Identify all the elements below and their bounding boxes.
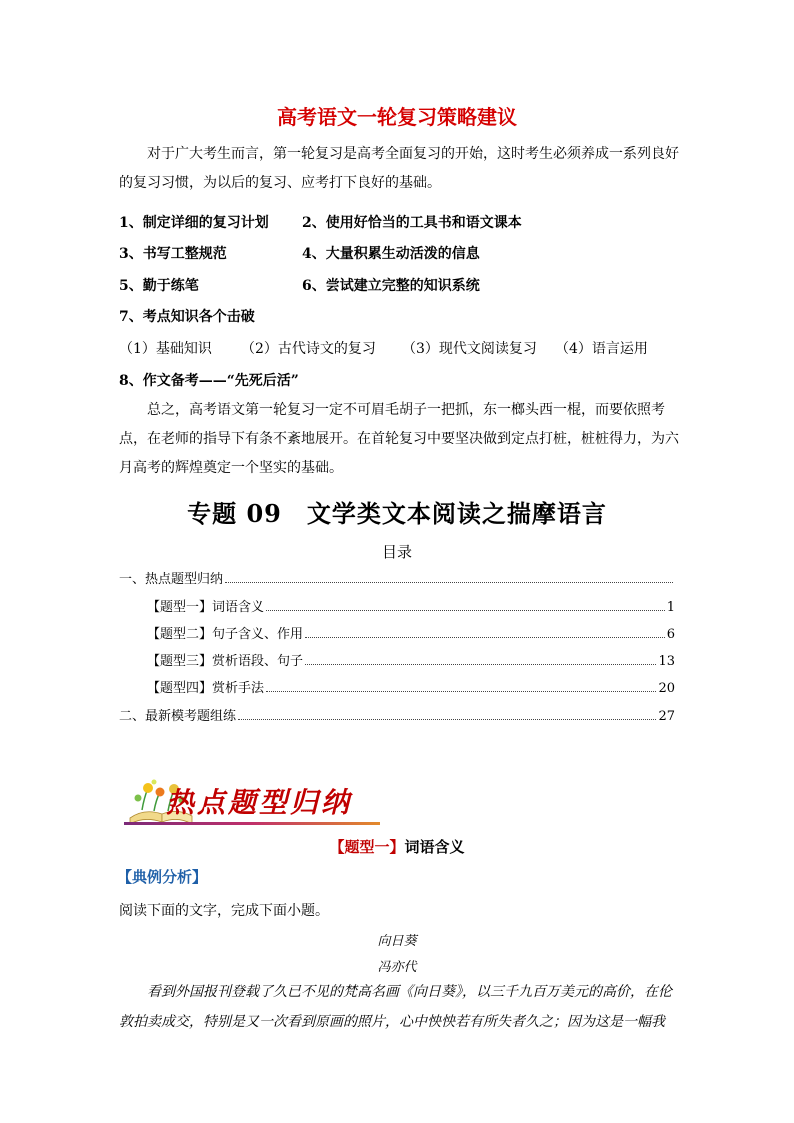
tip-6: 6、尝试建立完整的知识系统 [302,278,480,294]
reading-instruction: 阅读下面的文字，完成下面小题。 [119,903,329,919]
tip-1: 1、制定详细的复习计划 [119,215,269,231]
toc-entry-page: 20 [658,681,675,696]
toc-entry[interactable] [119,569,675,587]
topic-title: 专题 09 文学类文本阅读之揣摩语言 [187,499,607,528]
summary-text: 总之，高考语文第一轮复习一定不可眉毛胡子一把抓，东一榔头西一棍，而要依照考点，在老师的指导下有条不紊地展开。在首轮复习中要坚决做到定点打桩，桩桩得力，为六月高考的辉煌奠定一个坚实的基础。 [119,402,679,476]
tip-5: 5、勤于练笔 [119,278,199,294]
passage-body [119,977,679,1037]
toc-entry[interactable] [147,624,675,642]
sub-item-2: （2）古代诗文的复习 [241,341,376,357]
toc-entry-page: 13 [658,654,675,669]
toc-entry-label: 【题型三】赏析语段、句子 [147,654,304,669]
toc-leader [305,664,656,665]
toc-entry[interactable] [147,651,675,669]
toc-entry-page: 27 [658,709,675,724]
banner-underline [124,822,380,825]
toc-leader [305,637,665,638]
toc-leader [266,610,665,611]
sub-item-4: （4）语言运用 [555,341,648,357]
passage-title: 向日葵 [377,934,417,949]
toc-entry[interactable] [119,706,675,724]
toc-entry-label: 一、热点题型归纳 [119,572,224,587]
tip-4: 4、大量积累生动活泼的信息 [302,246,480,262]
sub-item-1: （1）基础知识 [119,341,212,357]
sub-item-3: （3）现代文阅读复习 [402,341,537,357]
tip-7: 7、考点知识各个击破 [119,309,255,325]
toc-entry[interactable] [147,678,675,696]
toc-entry-label: 【题型二】句子含义、作用 [147,627,304,642]
passage-author: 冯亦代 [377,960,417,975]
toc-entry-page: 1 [666,600,675,615]
summary-paragraph [119,396,679,483]
intro-paragraph [119,140,679,198]
toc-leader [266,691,656,692]
example-analysis-label: 【典例分析】 [117,868,208,886]
section-banner-title: 热点题型归纳 [166,786,353,819]
toc-entry-label: 【题型四】赏析手法 [147,681,265,696]
tip-3: 3、书写工整规范 [119,246,227,262]
toc-leader [238,719,656,720]
tip-2: 2、使用好恰当的工具书和语文课本 [302,215,522,231]
type1-heading [0,836,794,857]
toc-entry-page: 6 [666,627,675,642]
toc-entry[interactable] [147,597,675,615]
toc-heading: 目录 [381,543,412,561]
intro-text: 对于广大考生而言，第一轮复习是高考全面复习的开始，这时考生必须养成一系列良好的复习习惯，为以后的复习、应考打下良好的基础。 [119,146,679,191]
tip-8: 8、作文备考——“先死后活” [119,373,299,389]
type1-bracket: 【题型一】 [329,838,405,856]
passage-text: 看到外国报刊登载了久已不见的梵高名画《向日葵》，以三千九百万美元的高价，在伦敦拍卖成交，特别是又一次看到原画的照片，心中怏怏若有所失者久之；因为这是一幅我 [119,984,672,1030]
type1-name: 词语含义 [404,838,465,856]
page-title: 高考语文一轮复习策略建议 [277,105,517,129]
toc-entry-label: 二、最新模考题组练 [119,709,237,724]
toc-entry-label: 【题型一】词语含义 [147,600,265,615]
toc-leader [225,582,673,583]
